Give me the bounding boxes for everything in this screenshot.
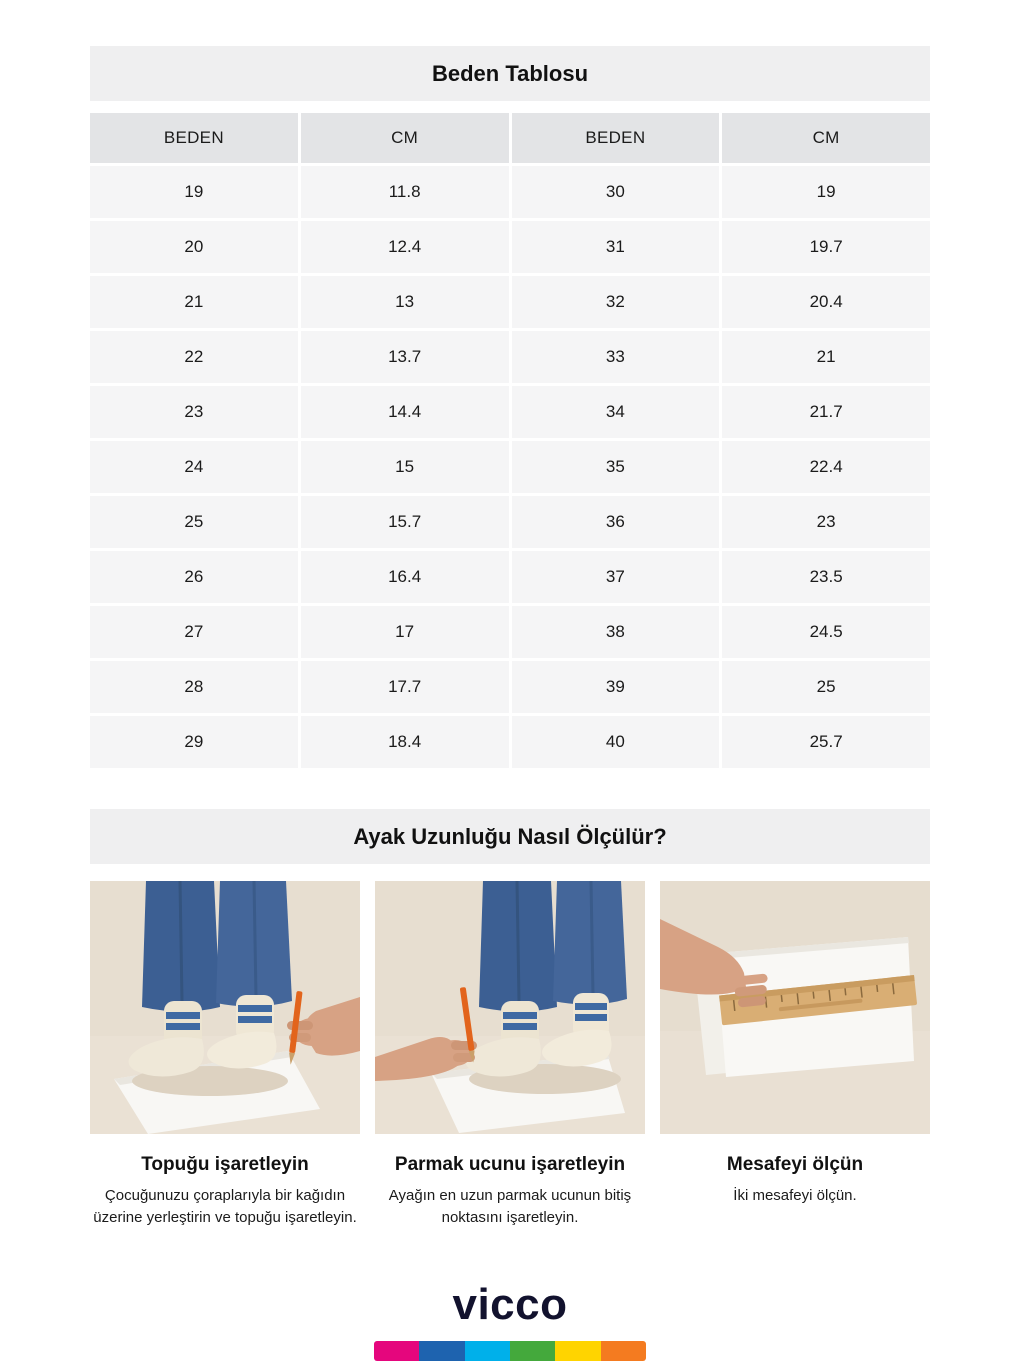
size-table-body xyxy=(90,166,930,768)
size-table-header-cell: CM xyxy=(301,113,509,163)
table-cell: 39 xyxy=(512,661,720,713)
table-cell: 26 xyxy=(90,551,298,603)
table-row xyxy=(90,551,930,603)
table-cell: 23 xyxy=(90,386,298,438)
table-cell: 19.7 xyxy=(722,221,930,273)
step-1-description: Çocuğunuzu çoraplarıyla bir kağıdın üzerine yerleştirin ve topuğu işaretleyin. xyxy=(93,1187,357,1226)
table-row xyxy=(90,716,930,768)
size-table-header-row xyxy=(90,113,930,163)
table-cell: 34 xyxy=(512,386,720,438)
table-cell: 24 xyxy=(90,441,298,493)
step-1-title: Topuğu işaretleyin xyxy=(141,1154,309,1175)
table-cell: 35 xyxy=(512,441,720,493)
step-2-title: Parmak ucunu işaretleyin xyxy=(394,1154,626,1175)
table-row xyxy=(90,221,930,273)
measure-step-3 xyxy=(660,881,930,1229)
table-cell: 38 xyxy=(512,606,720,658)
measure-step-2 xyxy=(375,881,645,1229)
table-cell: 25.7 xyxy=(722,716,930,768)
table-cell: 40 xyxy=(512,716,720,768)
brand-color-bar xyxy=(374,1341,646,1361)
brand-color-segment xyxy=(601,1341,646,1361)
table-cell: 22 xyxy=(90,331,298,383)
measure-section-title: Ayak Uzunluğu Nasıl Ölçülür? xyxy=(90,809,930,864)
table-cell: 13.7 xyxy=(301,331,509,383)
table-cell: 37 xyxy=(512,551,720,603)
table-cell: 36 xyxy=(512,496,720,548)
table-cell: 28 xyxy=(90,661,298,713)
table-cell: 20 xyxy=(90,221,298,273)
table-cell: 33 xyxy=(512,331,720,383)
brand-color-segment xyxy=(555,1341,600,1361)
table-cell: 19 xyxy=(90,166,298,218)
size-table-title: Beden Tablosu xyxy=(90,46,930,101)
step-2-description: Ayağın en uzun parmak ucunun bitiş noktasını işaretleyin. xyxy=(388,1187,632,1226)
table-row xyxy=(90,606,930,658)
table-row xyxy=(90,441,930,493)
size-table-wrap xyxy=(87,110,933,771)
table-cell: 23 xyxy=(722,496,930,548)
size-table-header-cell: BEDEN xyxy=(512,113,720,163)
step-2-photo-mark-toe xyxy=(375,881,645,1134)
brand-color-segment xyxy=(510,1341,555,1361)
brand-color-segment xyxy=(374,1341,419,1361)
table-cell: 17.7 xyxy=(301,661,509,713)
table-row xyxy=(90,496,930,548)
table-cell: 17 xyxy=(301,606,509,658)
measure-steps xyxy=(90,881,930,1229)
table-cell: 14.4 xyxy=(301,386,509,438)
table-cell: 18.4 xyxy=(301,716,509,768)
table-cell: 11.8 xyxy=(301,166,509,218)
table-row xyxy=(90,386,930,438)
step-1-photo-mark-heel xyxy=(90,881,360,1134)
table-cell: 27 xyxy=(90,606,298,658)
footer xyxy=(90,1279,930,1365)
table-cell: 16.4 xyxy=(301,551,509,603)
table-cell: 19 xyxy=(722,166,930,218)
table-cell: 22.4 xyxy=(722,441,930,493)
table-row xyxy=(90,276,930,328)
table-cell: 24.5 xyxy=(722,606,930,658)
table-row xyxy=(90,166,930,218)
size-table-header-cell: CM xyxy=(722,113,930,163)
step-3-description: İki mesafeyi ölçün. xyxy=(733,1187,857,1204)
measure-step-1 xyxy=(90,881,360,1229)
table-cell: 29 xyxy=(90,716,298,768)
table-cell: 30 xyxy=(512,166,720,218)
table-cell: 15 xyxy=(301,441,509,493)
table-row xyxy=(90,661,930,713)
size-table-header-cell: BEDEN xyxy=(90,113,298,163)
table-row xyxy=(90,331,930,383)
table-cell: 25 xyxy=(722,661,930,713)
brand-logo: vicco xyxy=(452,1279,568,1329)
brand-color-segment xyxy=(465,1341,510,1361)
table-cell: 13 xyxy=(301,276,509,328)
step-3-title: Mesafeyi ölçün xyxy=(726,1154,864,1175)
table-cell: 21 xyxy=(90,276,298,328)
table-cell: 21.7 xyxy=(722,386,930,438)
table-cell: 25 xyxy=(90,496,298,548)
table-cell: 31 xyxy=(512,221,720,273)
step-3-photo-measure-distance xyxy=(660,881,930,1134)
brand-color-segment xyxy=(419,1341,464,1361)
table-cell: 20.4 xyxy=(722,276,930,328)
size-table xyxy=(87,110,933,771)
table-cell: 12.4 xyxy=(301,221,509,273)
table-cell: 23.5 xyxy=(722,551,930,603)
table-cell: 32 xyxy=(512,276,720,328)
table-cell: 21 xyxy=(722,331,930,383)
table-cell: 15.7 xyxy=(301,496,509,548)
